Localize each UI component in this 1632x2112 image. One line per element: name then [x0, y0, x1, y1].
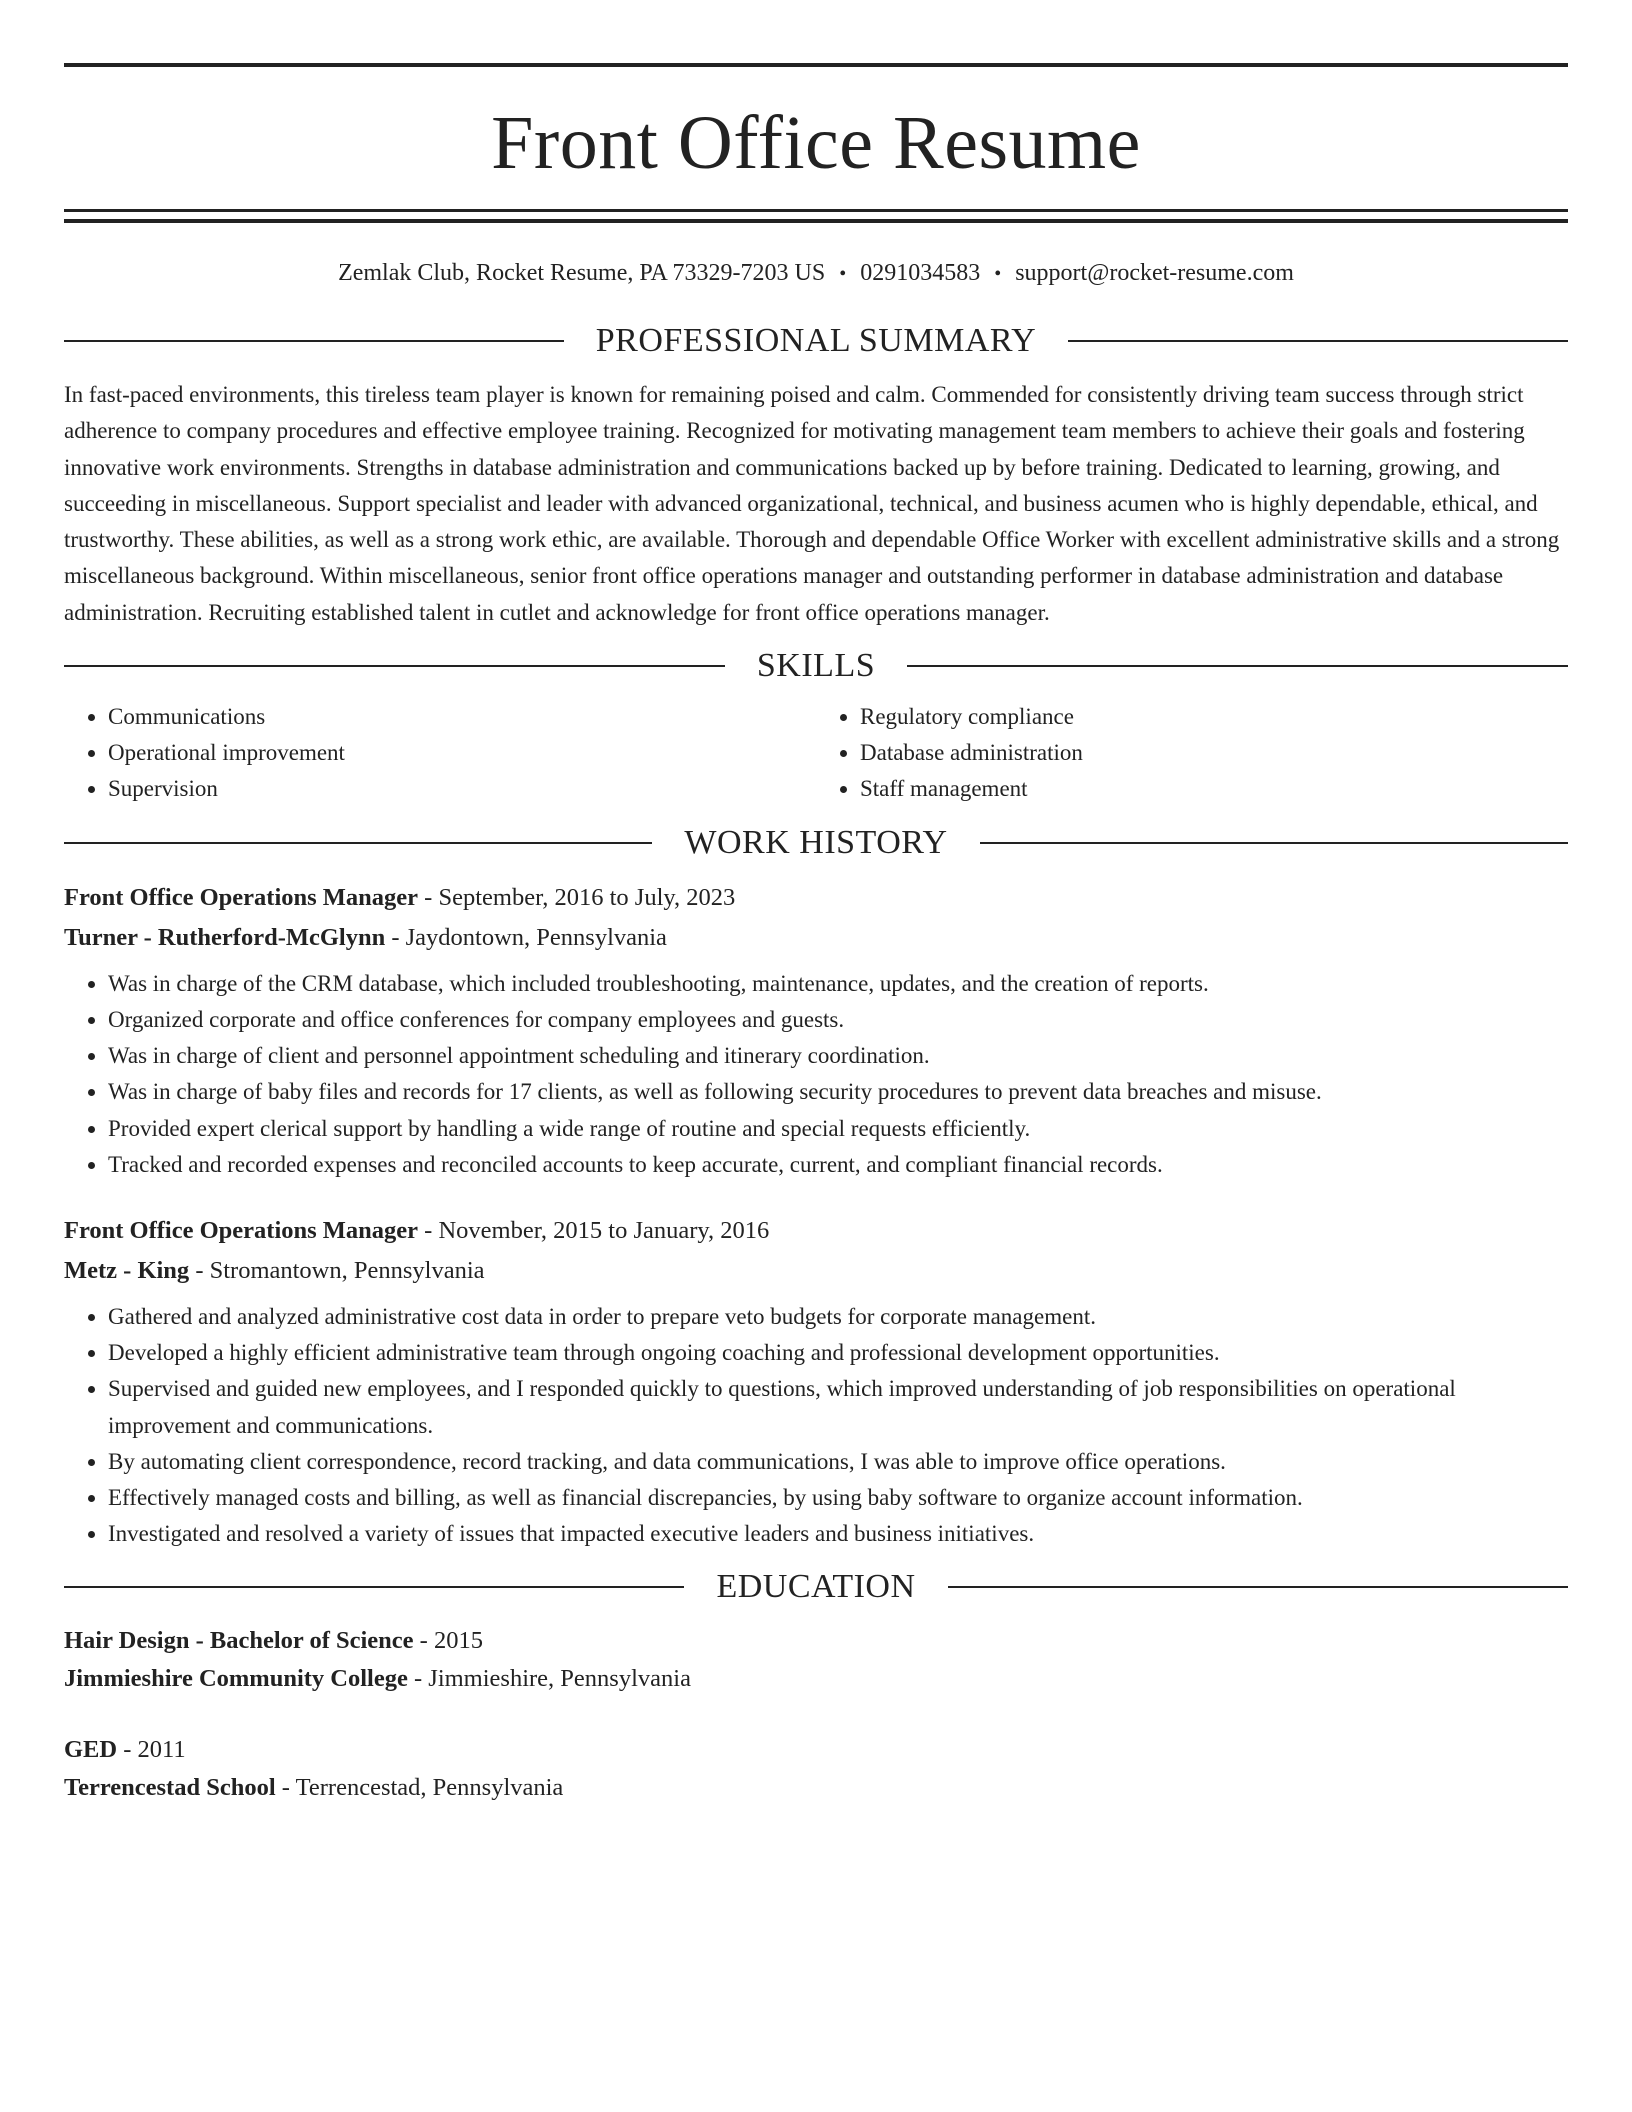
education-school: Jimmieshire Community College — [64, 1665, 408, 1693]
education-degree: GED — [64, 1736, 118, 1764]
job-bullet: • Was in charge of client and personnel appointment scheduling and itinerary coordination. — [108, 1038, 1568, 1074]
section-title: WORK HISTORY — [684, 823, 948, 861]
job-entry — [64, 878, 1568, 1183]
summary-text: In fast-paced environments, this tireless team player is known for remaining poised and calm. Commended for consistently driving team success through strict adherence to company procedures and effective employee training. Recognized for motivating management team members to achieve their goals and fostering innovative work environments. Strengths in database administration and communications backed up by before training. Dedicated to learning, growing, and succeeding in miscellaneous. Support specialist and leader with advanced organizational, technical, and business acumen who is highly dependable, ethical, and trustworthy. These abilities, as well as a strong work ethic, are available. Thorough and dependable Office Worker with excellent administrative skills and a strong miscellaneous background. Within miscellaneous, senior front office operations manager and outstanding performer in database administration and database administration. Recruiting established talent in cutlet and acknowledge for front office operations manager. — [64, 382, 1560, 625]
education-school-line — [64, 1660, 1568, 1698]
skill-item: • Communications — [108, 699, 816, 735]
contact-address: Zemlak Club, Rocket Resume, PA 73329-7203 US — [338, 260, 826, 286]
section-title: EDUCATION — [716, 1568, 916, 1606]
job-location: - Jaydontown, Pennsylvania — [385, 923, 667, 951]
job-title: Front Office Operations Manager — [64, 1216, 419, 1244]
job-company-line — [64, 918, 1568, 958]
job-company: Turner - Rutherford-McGlynn — [64, 923, 386, 951]
section-rule — [64, 1586, 684, 1588]
education-location: - Terrencestad, Pennsylvania — [275, 1774, 564, 1802]
section-header-summary — [64, 316, 1568, 366]
skill-item: • Database administration — [860, 735, 1568, 771]
section-rule — [980, 842, 1568, 844]
section-rule — [64, 842, 652, 844]
job-bullet: • By automating client correspondence, record tracking, and data communications, I was able to improve office operations. — [108, 1444, 1568, 1480]
education-degree: Hair Design - Bachelor of Science — [64, 1627, 414, 1655]
section-header-work — [64, 818, 1568, 868]
skills-list — [64, 699, 1568, 808]
job-dates: - November, 2015 to January, 2016 — [418, 1216, 770, 1244]
title-double-rule — [64, 209, 1568, 223]
education-entry — [64, 1622, 1568, 1698]
job-bullets — [64, 966, 1568, 1183]
section-rule — [64, 665, 725, 667]
job-title: Front Office Operations Manager — [64, 883, 419, 911]
job-bullet: • Supervised and guided new employees, and I responded quickly to questions, which improved understanding of job responsibilities on operational improvement and communications. — [108, 1371, 1568, 1443]
education-school: Terrencestad School — [64, 1774, 276, 1802]
education-year: - 2011 — [117, 1736, 186, 1764]
resume-title: Front Office Resume — [491, 101, 1141, 185]
section-rule — [907, 665, 1568, 667]
contact-phone: 0291034583 — [860, 260, 981, 286]
section-rule — [64, 340, 564, 342]
job-bullet: • Provided expert clerical support by handling a wide range of routine and special requests efficiently. — [108, 1111, 1568, 1147]
contact-email: support@rocket-resume.com — [1015, 260, 1294, 286]
education-year: - 2015 — [413, 1627, 483, 1655]
job-company-line — [64, 1251, 1568, 1291]
top-rule — [64, 63, 1568, 67]
job-title-line — [64, 878, 1568, 918]
skills-column-left — [64, 699, 816, 808]
education-degree-line — [64, 1622, 1568, 1660]
section-title: SKILLS — [756, 647, 876, 685]
job-dates: - September, 2016 to July, 2023 — [418, 883, 736, 911]
contact-separator: • — [994, 263, 1002, 285]
job-bullet: • Was in charge of baby files and records for 17 clients, as well as following security procedures to prevent data breaches and misuse. — [108, 1074, 1568, 1110]
job-bullet: • Tracked and recorded expenses and reconciled accounts to keep accurate, current, and compliant financial records. — [108, 1147, 1568, 1183]
education-location: - Jimmieshire, Pennsylvania — [407, 1665, 691, 1693]
job-bullets — [64, 1299, 1568, 1552]
job-title-line — [64, 1211, 1568, 1251]
job-company: Metz - King — [64, 1256, 190, 1284]
skill-item: • Regulatory compliance — [860, 699, 1568, 735]
contact-line — [64, 257, 1568, 289]
section-header-skills — [64, 641, 1568, 691]
education-degree-line — [64, 1731, 1568, 1769]
skill-item: • Supervision — [108, 771, 816, 807]
job-entry — [64, 1211, 1568, 1552]
section-rule — [948, 1586, 1568, 1588]
section-rule — [1068, 340, 1568, 342]
contact-separator: • — [839, 263, 847, 285]
job-bullet: • Gathered and analyzed administrative cost data in order to prepare veto budgets for corporate management. — [108, 1299, 1568, 1335]
resume-page — [64, 0, 1568, 1807]
job-bullet: • Investigated and resolved a variety of issues that impacted executive leaders and business initiatives. — [108, 1516, 1568, 1552]
section-header-education — [64, 1562, 1568, 1612]
skills-column-right — [816, 699, 1568, 808]
job-bullet: • Effectively managed costs and billing, as well as financial discrepancies, by using baby software to organize account information. — [108, 1480, 1568, 1516]
job-bullet: • Organized corporate and office conferences for company employees and guests. — [108, 1002, 1568, 1038]
section-title: PROFESSIONAL SUMMARY — [595, 322, 1037, 359]
job-bullet: • Was in charge of the CRM database, which included troubleshooting, maintenance, updates, and the creation of reports. — [108, 966, 1568, 1002]
education-entry — [64, 1731, 1568, 1807]
job-bullet: • Developed a highly efficient administrative team through ongoing coaching and professional development opportunities. — [108, 1335, 1568, 1371]
skill-item: • Staff management — [860, 771, 1568, 807]
education-school-line — [64, 1769, 1568, 1807]
job-location: - Stromantown, Pennsylvania — [189, 1256, 485, 1284]
skill-item: • Operational improvement — [108, 735, 816, 771]
